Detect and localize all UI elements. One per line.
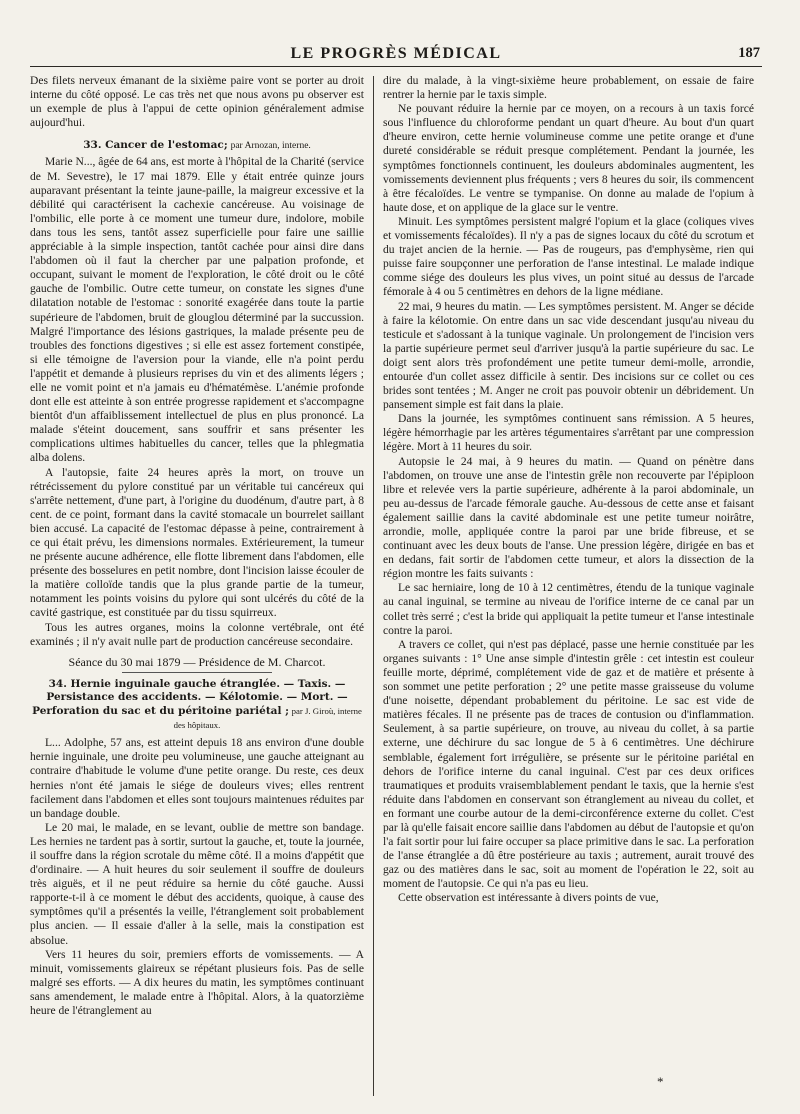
paragraph: L... Adolphe, 57 ans, est atteint depuis 18 ans environ d'une double hernie inguinale, une droite peu volumineuse, une gauche atteignant au contraire d'habitude le volume d'une petite orange. Du reste, ces deux hernies n'ont été jamais le siége de douleurs vives; elles rentrent facilement dans l'abdomen et elles sont toujours maintenues réduites par un bandage double. [30, 737, 364, 820]
section-33-heading: 33. Cancer de l'estomac; [83, 139, 228, 152]
left-column [30, 74, 364, 1104]
paragraph: Le 20 mai, le malade, en se levant, oublie de mettre son bandage. Les hernies ne tardent pas à sortir, surtout la gauche, et, toute la journée, il souffre dans la région scrotale du même côté. Il a moins d'appétit que d'ordinaire. — A huit heures du soir seulement il souffre de douleurs très aiguës, et il ne peut réduire sa hernie du côté gauche. Aussi rapporte-t-il à ce moment le début des accidents, quoique, à cause des symptômes qu'il a présentés la veille, l'étranglement soit probablement plus ancien. — Il essaie d'aller à la selle, mais la constipation est absolue. [30, 821, 364, 947]
right-column [383, 74, 754, 1104]
paragraph: Marie N..., âgée de 64 ans, est morte à l'hôpital de la Charité (service de M. Sevestre), le 17 mai 1879. Elle y était entrée quinze jours auparavant présentant la teinte jaune-paille, la maigreur excessive et la débilité qui caractérisent la cachexie cancéreuse. Au voisinage de l'ombilic, elle porte à ce moment une tumeur dure, indolore, mobile dans tous les sens, tantôt assez superficielle pour faire une saillie appréciable à la simple inspection, tantôt cachée pour ainsi dire dans l'abdomen où il faut la chercher par une palpation profonde, et occupant, suivant le moment de l'exploration, le côté droit ou le côté gauche de l'ombilic. Outre cette tumeur, on constate les signes d'une dilatation notable de l'estomac : sonorité exagérée dans toute la partie supérieure de l'abdomen, bruit de glouglou déterminé par la succussion. Malgré l'importance des lésions gastriques, la malade présente peu de troubles des fonctions digestives ; si elle est assez fortement constipée, si elle témoigne de l'aversion pour la viande, elle n'a point perdu l'appétit et demande à plusieurs reprises du vin et des aliments légers ; elle ne vomit point et n'a jamais eu d'hématémèse. L'anémie profonde dont elle est atteinte à son entrée progresse rapidement et s'accompagne bientôt d'un affaiblissement intellectuel de plus en plus prononcé. La malade s'éteint doucement, sans souffrir et sans présenter les complications ultimes habituelles du cancer, telles que la phlegmatia alba dolens. [30, 156, 364, 465]
paragraph: Dans la journée, les symptômes continuent sans rémission. A 5 heures, légère hémorrhagie par les artères tégumentaires s'arrêtant par une compression légère. Mort à 11 heures du soir. [383, 413, 754, 454]
paragraph: Autopsie le 24 mai, à 9 heures du matin. — Quand on pénètre dans l'abdomen, on trouve une anse de l'intestin grêle non recouverte par l'épiploon libre et relevée vers la partie supérieure, adhérente à la paroi abdominale, un peu au-dessus de l'arcade fémorale gauche. Au-dessous de cette anse et faisant également saillie dans la cavité abdominale est une petite tumeur noirâtre, arrondie, molle, appliquée contre la paroi par une bride fibreuse, et se continuant avec les deux bouts de l'anse. Une pression légère, dirigée en bas et en dedans, fait sortir de l'abdomen cette tumeur, et alors la dissection de la région montre les faits suivants : [383, 455, 754, 581]
session-heading: Séance du 30 mai 1879 — Présidence de M. Charcot. [68, 654, 326, 669]
journal-title: LE PROGRÈS MÉDICAL [290, 45, 502, 62]
paragraph: Vers 11 heures du soir, premiers efforts de vomissements. — A minuit, vomissements glaireux se répétant plusieurs fois. Pas de selle malgré ses efforts. — A dix heures du matin, les symptômes continuant sans amendement, le malade entre à l'hôpital. Alors, à la quatorzième heure de l'étranglement au [30, 948, 364, 1017]
footer-mark: * [657, 1074, 664, 1089]
paragraph: A travers ce collet, qui n'est pas déplacé, passe une hernie constituée par les organes suivants : 1° Une anse simple d'intestin grêle : cet intestin est couleur feuille morte, déprimé, complétement vide de gaz et de matière et présente à son sommet une petite perforation ; 2° une petite masse graisseuse du volume d'une noisette, dépendant probablement du péritoine. Le sac est vide de matières fécales. Il ne présente pas de traces de contusion ou d'inflammation. Seulement, à sa partie supérieure, on trouve, au niveau du collet, à sa partie externe, une déchirure du sac longue de 5 à 6 centimètres. Une déchirure semblable, également fort irrégulière, se présente sur le péritoine pariétal en dehors de l'orifice interne du canal inguinal. C'est par ces deux orifices traumatiques et produits vraisemblablement pendant le taxis, que la hernie s'est réduite dans l'abdomen en conservant son étranglement au niveau du collet, et en formant une courbe autour de la demi-circonférence externe du collet. C'est par là qu'elle faisait encore saillie dans l'abdomen au début de l'autopsie et qu'on l'a fait sortir pour lui faire occuper sa place primitive dans le sac. La perforation de l'anse étranglée a dû être postérieure au taxis ; autrement, aurait trouvé des gaz ou des matières dans le sac, soit au moment de l'opération le 22, soit au moment de l'autopsie. Ce qui n'a pas eu lieu. [383, 638, 754, 891]
paragraph: 22 mai, 9 heures du matin. — Les symptômes persistent. M. Anger se décide à faire la kélotomie. On entre dans un sac vide descendant jusqu'au niveau du testicule et s'adossant à la tunique vaginale. Un prolongement de l'incision vers la partie supérieure permet seul d'arriver jusqu'à la partie supérieure du sac. Le doigt sent alors très profondément une petite tumeur demi-molle, arrondie, entourée d'un collet assez difficile à sentir. Des incisions sur ce collet ou ces brides sont tentées ; M. Anger ne croit pas pouvoir obtenir un débridement. Un pansement simple est fait dans la plaie. [383, 300, 754, 412]
paragraph: Des filets nerveux émanant de la sixième paire vont se porter au droit interne du côté opposé. Le cas très net que nous avons pu observer est un exemple de plus à l'appui de cette opinion généralement admise aujourd'hui. [30, 75, 364, 130]
paragraph: dire du malade, à la vingt-sixième heure probablement, on essaie de faire rentrer la hernie par le taxis simple. [383, 75, 754, 102]
paragraph: Ne pouvant réduire la hernie par ce moyen, on a recours à un taxis forcé sous l'influence du chloroforme pendant un quart d'heure. Au bout d'un quart d'heure environ, cette hernie volumineuse comme une petite orange et d'une dureté considérable se réduit presque complétement. Pendant la journée, les symptômes fonctionnels continuent, les douleurs abdominales augmentent, les vomissements deviennent plus fréquents ; vers 8 heures du soir, ils commencent à être fécaloïdes. Le ventre se tympanise. On donne au malade de l'opium à haute dose, et on applique de la glace sur le ventre. [383, 103, 754, 214]
section-33-title [30, 138, 364, 153]
running-header [30, 42, 762, 67]
page-number: 187 [738, 45, 760, 61]
paragraph: A l'autopsie, faite 24 heures après la mort, on trouve un rétrécissement du pylore constitué par un véritable tui cancéreux qui s'arrête nettement, d'une part, à l'origine du duodénum, d'autre part, à 8 cent. de ce point, formant dans la cavité stomacale un bourrelet saillant bien accusé. La capacité de l'estomac dépasse à peine, contrairement à ce qui était prévu, les dimensions normales. Extérieurement, la tumeur ne présente aucune adhérence, elle flotte librement dans l'abdomen, elle présente des bosselures en petit nombre, dont l'incision laisse écouler de la matière colloïde tandis que la plus grande partie de la tumeur, notamment les points voisins du pylore qui sont ulcérés du côté de la cavité gastrique, est constituée par du tissu squirreux. [30, 466, 364, 620]
observation-34-title [30, 678, 364, 732]
column-divider [373, 76, 374, 1096]
divider [122, 672, 272, 673]
observation-34-author: par J. Giroù, interne des hôpitaux. [173, 706, 362, 730]
section-33-author: par Arnozan, interne. [230, 141, 311, 152]
paragraph: Cette observation est intéressante à divers points de vue, [398, 892, 659, 905]
paragraph: Le sac herniaire, long de 10 à 12 centimètres, étendu de la tunique vaginale au canal inguinal, se termine au niveau de l'orifice interne de ce canal par un collet très serré ; c'est la bride qui appliquait la petite tumeur et l'anse intestinale contre la paroi. [383, 582, 754, 637]
observation-34-heading: 34. Hernie inguinale gauche étranglée. — Taxis. — Persistance des accidents. — Kélotomie. — Mort. — Perforation du sac et du péritoine pariétal ; [32, 677, 348, 718]
paragraph: Minuit. Les symptômes persistent malgré l'opium et la glace (coliques vives et vomissements fécaloïdes). Il n'y a pas de signes locaux du côté du scrotum et du trajet ancien de la hernie. — Pas de rougeurs, pas d'emphysème, rien qui puisse faire soupçonner une perforation de l'anse intestinal. Le malade indique comme siége des douleurs les plus vives, un point situé au dessus de l'arcade fémorale à 4 ou 5 centimètres en dehors de la ligne médiane. [383, 215, 754, 299]
paragraph: Tous les autres organes, moins la colonne vertébrale, ont été examinés ; il n'y avait nulle part de production cancéreuse secondaire. [30, 621, 364, 648]
